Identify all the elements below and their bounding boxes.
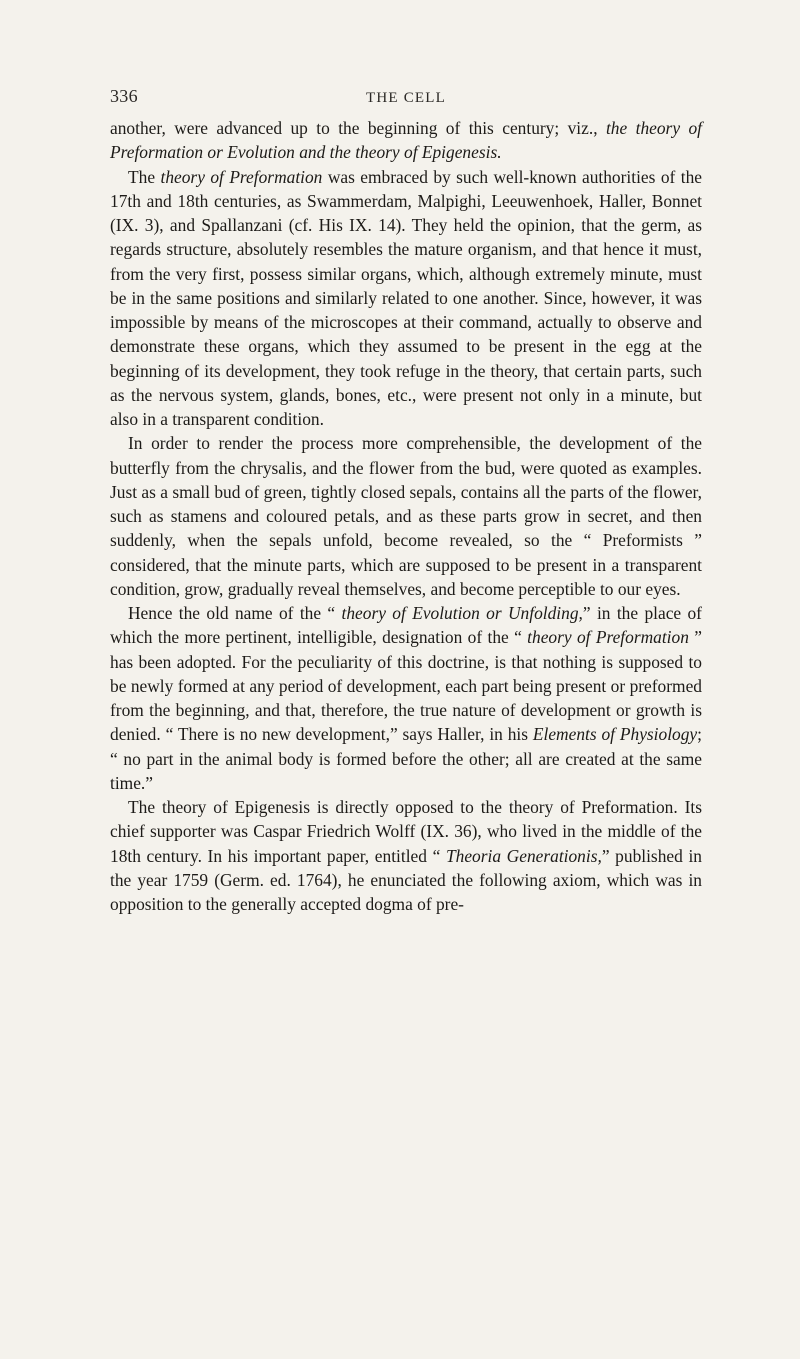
- running-head: THE CELL: [365, 90, 446, 106]
- text-run: The: [128, 166, 161, 187]
- text-run: The theory of Epigenesis is directly opposed to the theory of Preformation. Its chief supporter was Caspar Friedrich Wolff (IX. 36), who lived in the middle of the 18th century. In his important paper, entitled “: [110, 797, 702, 866]
- text-run: ; “ no part in the animal body is formed before the other; all are created at the same time.”: [110, 724, 702, 793]
- text-run: In order to render the process more comprehensible, the development of the butterfly from the chrysalis, and the flower from the bud, were quoted as examples. Just as a small bud of green, tightly closed sepals, contains all the parts of the flower, such as stamens and coloured petals, and as these parts grow in secret, and then suddenly, when the sepals unfold, become revealed, so the “ Preformists ” considered, that the minute parts, which are supposed to be present in a transparent condition, grow, gradually reveal themselves, and become perceptible to our eyes.: [110, 433, 702, 599]
- emphasis-text: theory of Preformation: [527, 627, 689, 648]
- page-number: 336: [110, 86, 138, 106]
- text-run: another, were advanced up to the beginning of this century; viz.,: [110, 118, 606, 138]
- emphasis-text: theory of Preformation: [160, 166, 323, 187]
- paragraph-epigenesis: [110, 795, 702, 916]
- emphasis-text: theory of Evolution or Unfolding,: [341, 603, 583, 623]
- body-text: [110, 116, 702, 916]
- paragraph-examples: [110, 431, 702, 601]
- text-run: ” has been adopted. For the peculiarity of this doctrine, is that nothing is supposed to be newly formed at any period of development, each part being present or preformed from the beginning, and that, therefore, the true nature of development or growth is denied. “ There is no new development,” says Haller, in his: [110, 627, 702, 745]
- emphasis-text: Elements of Physiology: [532, 724, 698, 745]
- paragraph-evolution-name: [110, 601, 702, 795]
- paragraph-preformation: [110, 165, 702, 432]
- page-header: [110, 86, 702, 110]
- emphasis-text: the theory of Preformation or Evolution and the theory of Epigenesis.: [110, 118, 702, 163]
- paragraph-continuation: [110, 116, 702, 165]
- text-run: ” in the place of which the more pertinent, intelligible, designation of the “: [110, 603, 702, 648]
- text-run: Hence the old name of the “: [128, 603, 342, 623]
- text-run: was embraced by such well-known authorities of the 17th and 18th centuries, as Swammerdam, Malpighi, Leeuwenhoek, Haller, Bonnet (IX. 3), and Spallanzani (cf. His IX. 14). They held the opinion, that the germ, as regards structure, absolutely resembles the mature organism, and that hence it must, from the very first, possess similar organs, which, although extremely minute, must be in the same positions and similarly related to one another. Since, however, it was impossible by means of the microscopes at their command, actually to observe and demonstrate these organs, which they assumed to be present in the egg at the beginning of its development, they took refuge in the theory, that certain parts, such as the nervous system, glands, bones, etc., were present not only in a minute, but also in a transparent condition.: [110, 166, 702, 429]
- text-run: ” published in the year 1759 (Germ. ed. 1764), he enunciated the following axiom, which was in opposition to the generally accepted dogma of pre-: [110, 845, 702, 914]
- emphasis-text: Theoria Generationis,: [445, 845, 602, 866]
